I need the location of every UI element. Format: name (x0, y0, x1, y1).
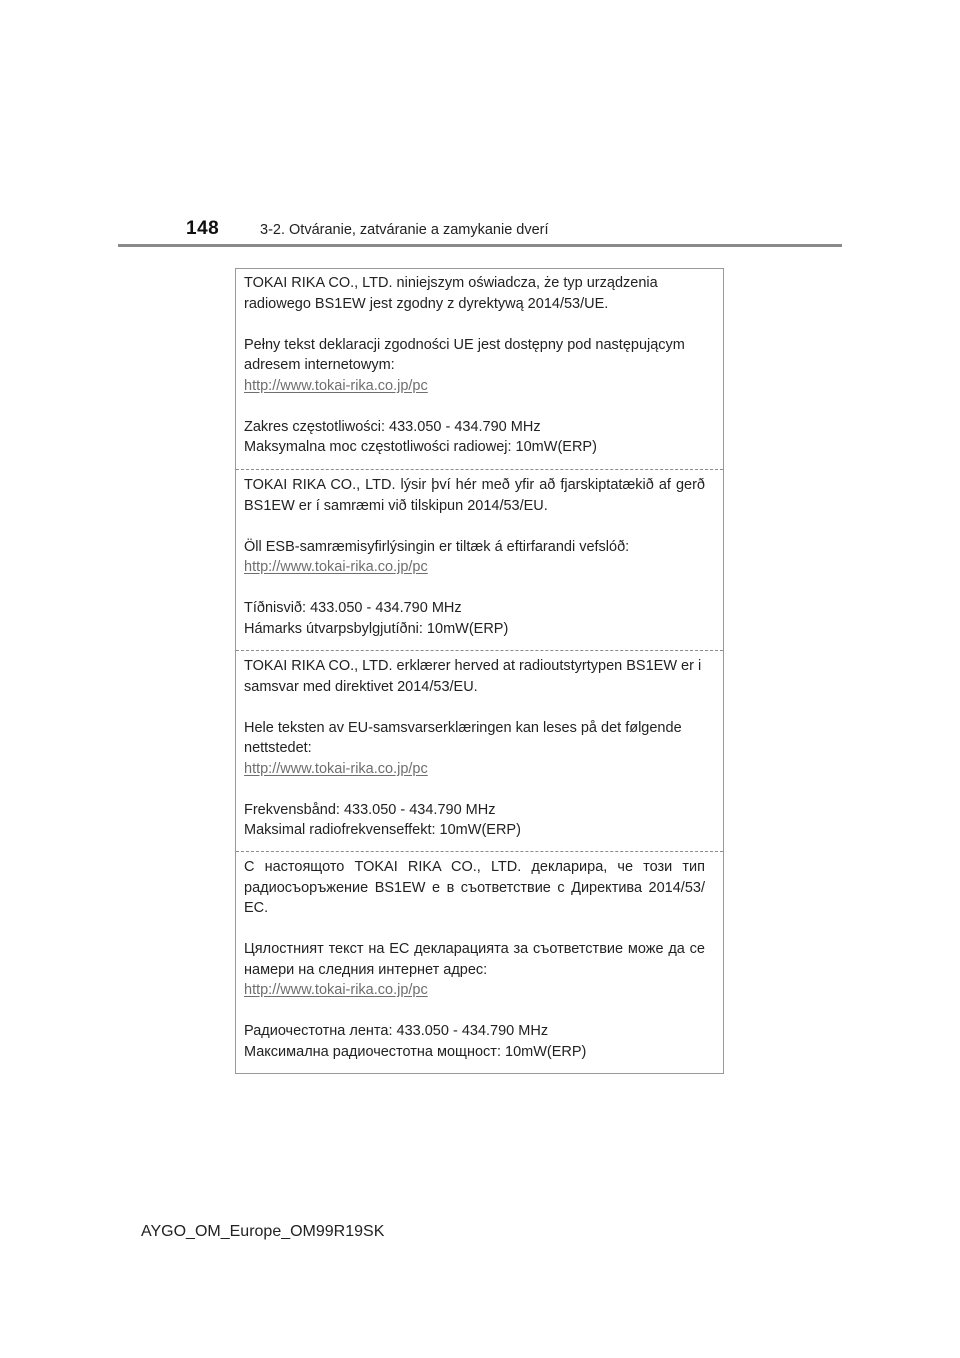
declaration-link[interactable]: http://www.tokai-rika.co.jp/pc (244, 377, 428, 394)
frequency-range: Zakres częstotliwości: 433.050 - 434.790 MHz (244, 418, 541, 435)
document-id-footer: AYGO_OM_Europe_OM99R19SK (141, 1223, 385, 1240)
declaration-box (235, 268, 724, 1074)
declaration-section-icelandic (236, 469, 723, 639)
page-number: 148 (186, 218, 220, 239)
frequency-range: Tíðnisvið: 433.050 - 434.790 MHz (244, 600, 462, 616)
frequency-range: Радиочестотна лента: 433.050 - 434.790 MHz (244, 1023, 549, 1039)
full-text-intro: Pełny tekst deklaracji zgodności UE jest dostępny pod następującym adresem internetowym: (244, 336, 685, 373)
full-text-intro: Цялостният текст на ЕС декларацията за съответствие може да се намери на следния интернет адрес: (244, 941, 705, 978)
section-title: 3-2. Otváranie, zatváranie a zamykanie dverí (260, 222, 549, 238)
frequency-range: Frekvensbånd: 433.050 - 434.790 MHz (244, 801, 496, 818)
declaration-text: С настоящото TOKAI RIKA CO., LTD. декларира, че този тип радиосъоръжение BS1EW е в съответствие с Директива 2014/53/ЕС. (244, 859, 705, 916)
max-power: Maksymalna moc częstotliwości radiowej: 10mW(ERP) (244, 439, 597, 455)
declaration-link[interactable]: http://www.tokai-rika.co.jp/pc (244, 559, 428, 575)
header-divider (118, 244, 842, 247)
declaration-section-norwegian (236, 650, 723, 841)
declaration-link[interactable]: http://www.tokai-rika.co.jp/pc (244, 760, 428, 777)
declaration-section-polish (236, 273, 723, 458)
declaration-text: TOKAI RIKA CO., LTD. erklærer herved at radioutstyrtypen BS1EW er i samsvar med direktivet 2014/53/EU. (244, 658, 702, 695)
max-power: Максимална радиочестотна мощност: 10mW(ERP) (244, 1043, 587, 1060)
declaration-text: TOKAI RIKA CO., LTD. lýsir því hér með yfir að fjarskiptatækið af gerð BS1EW er í samræmi við tilskipun 2014/53/EU. (244, 477, 705, 514)
full-text-intro: Öll ESB-samræmisyfirlýsingin er tiltæk á eftirfarandi vefslóð: (244, 538, 630, 555)
full-text-intro: Hele teksten av EU-samsvarserklæringen kan leses på det følgende nettstedet: (244, 719, 682, 756)
declaration-link[interactable]: http://www.tokai-rika.co.jp/pc (244, 982, 428, 998)
max-power: Hámarks útvarpsbylgjutíðni: 10mW(ERP) (244, 620, 509, 637)
declaration-section-bulgarian (236, 851, 723, 1062)
declaration-text: TOKAI RIKA CO., LTD. niniejszym oświadcza, że typ urządzenia radiowego BS1EW jest zgodny z dyrektywą 2014/53/UE. (244, 275, 658, 312)
max-power: Maksimal radiofrekvenseffekt: 10mW(ERP) (244, 822, 521, 838)
